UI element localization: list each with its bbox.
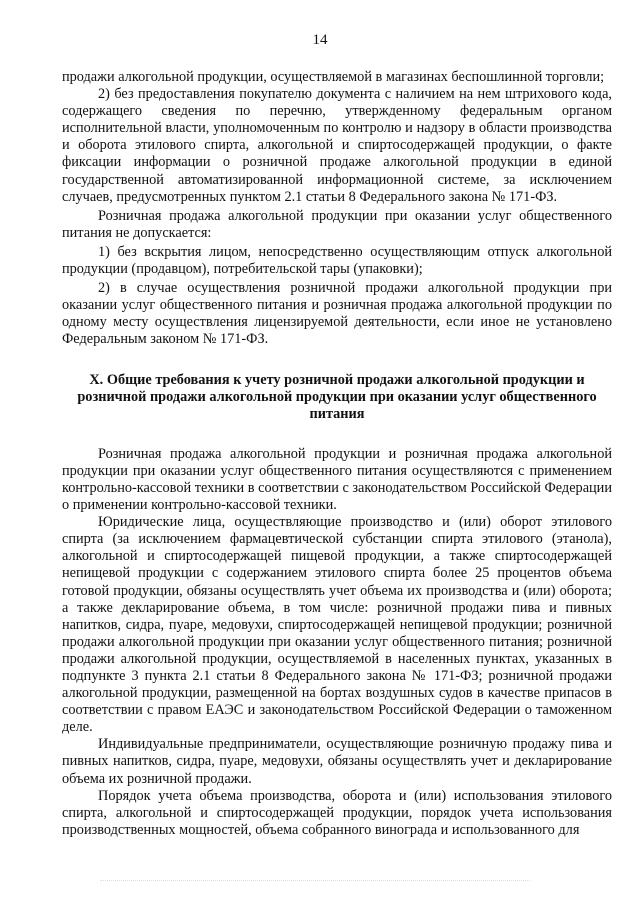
paragraph-cash-register: Розничная продажа алкогольной продукции и розничная продажа алкогольной продукции при оказании услуг общественного питания осуществляются с применением контрольно-кассовой техники в соответствии с законодательством Российской Федерации о применении контрольно-кассовой техники. (62, 445, 612, 514)
paragraph-accounting-procedure: Порядок учета объема производства, оборота и (или) использования этилового спирта, алкогольной и спиртосодержащей продукции, порядок учета использования производственных мощностей, объема собранного винограда и использованного для (62, 787, 612, 838)
page-number: 14 (312, 32, 328, 48)
scan-artifact-line (100, 880, 530, 883)
section-heading: X. Общие требования к учету розничной продажи алкогольной продукции и розничной продажи алкогольной продукции при оказании услуг общественного питания (77, 371, 597, 422)
paragraph-legal-entities: Юридические лица, осуществляющие производство и (или) оборот этилового спирта (за исключением фармацевтической субстанции спирта этилового (этанола), алкогольной и спиртосодержащей пищевой продукции, а также спиртосодержащей непищевой продукции с содержанием этилового спирта более 25 процентов объема готовой продукции, обязаны осуществлять учет объема их производства и (или) оборота; а также декларирование объема, в том числе: розничной продажи пива и пивных напитков, сидра, пуаре, медовухи, спиртосодержащей непищевой продукции; розничной продажи алкогольной продукции при оказании услуг общественного питания; розничной продажи алкогольной продукции, осуществляемой в населенных пунктах, указанных в подпункте 3 пункта 2.1 статьи 8 Федерального закона № 171-ФЗ; розничной продажи алкогольной продукции, размещенной на бортах воздушных судов в качестве припасов в соответствии с правом ЕАЭС и законодательством Российской Федерации о таможенном деле. (62, 514, 612, 736)
paragraph-item-1-opening: 1) без вскрытия лицом, непосредственно осуществляющим отпуск алкогольной продукции (продавцом), потребительской тары (упаковки); (62, 243, 612, 278)
paragraph-item-2-barcode: 2) без предоставления покупателю документа с наличием на нем штрихового кода, содержащего сведения по перечню, утвержденному федеральным органом исполнительной власти, уполномоченным по контролю и надзору в области производства и оборота этилового спирта, алкогольной и спиртосодержащей продукции, о факте фиксации информации о розничной продаже алкогольной продукции в единой государственной автоматизированной информационной системе, за исключением случаев, предусмотренных пунктом 2.1 статьи 8 Федерального закона № 171-ФЗ. (62, 86, 612, 205)
paragraph-entrepreneurs: Индивидуальные предприниматели, осуществляющие розничную продажу пива и пивных напитков, сидра, пуаре, медовухи, обязаны осуществлять учет и декларирование объема их розничной продажи. (62, 736, 612, 787)
paragraph-continuation: продажи алкогольной продукции, осуществляемой в магазинах беспошлинной торговли; (62, 69, 605, 85)
paragraph-restrictions-intro: Розничная продажа алкогольной продукции при оказании услуг общественного питания не допускается: (62, 207, 612, 241)
document-body (62, 69, 612, 839)
paragraph-item-2-same-place: 2) в случае осуществления розничной продажи алкогольной продукции при оказании услуг общественного питания и розничная продажа алкогольной продукции по одному месту осуществления лицензируемой деятельности, если иное не установлено Федеральным законом № 171-ФЗ. (62, 280, 612, 348)
